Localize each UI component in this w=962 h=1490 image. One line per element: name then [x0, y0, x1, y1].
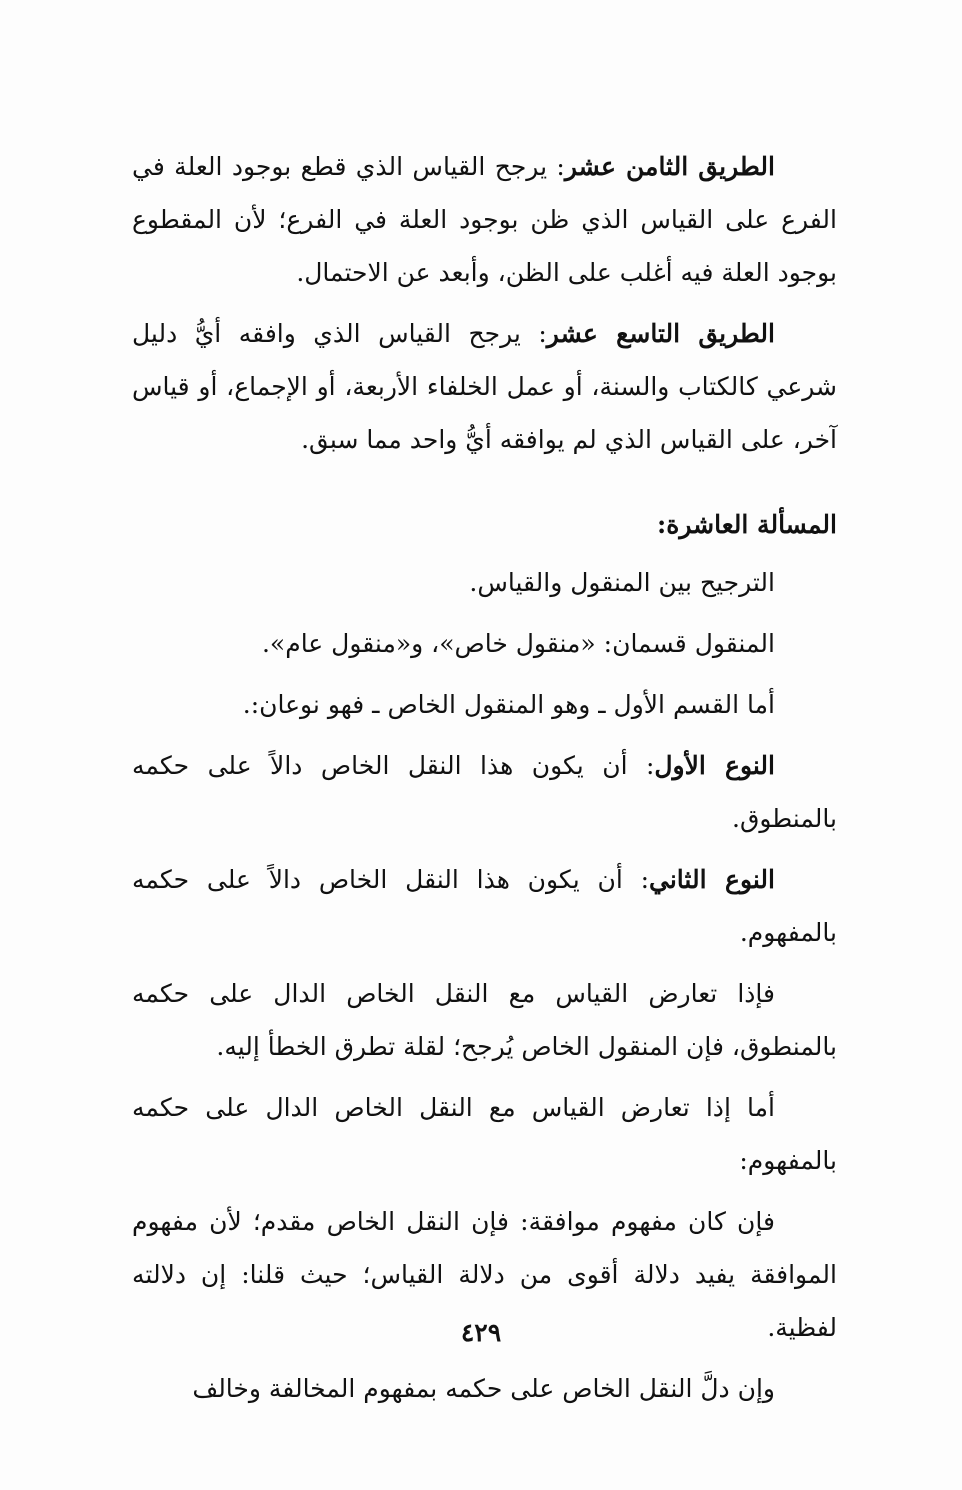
type-1-title: النوع الأول [654, 751, 775, 780]
paragraph-first-type [132, 739, 837, 845]
method-18-title: الطريق الثامن عشر [564, 152, 775, 181]
type-2-text: : أن يكون هذا النقل الخاص دالاً على حكمه بالمفهوم. [132, 865, 837, 947]
type-1-text: : أن يكون هذا النقل الخاص دالاً على حكمه بالمنطوق. [132, 751, 837, 833]
body-line-3: أما القسم الأول ـ وهو المنقول الخاص ـ فهو نوعان:. [242, 690, 775, 719]
body-line-2: المنقول قسمان: «منقول خاص»، و«منقول عام». [261, 629, 775, 658]
tail-paragraph-1: فإذا تعارض القياس مع النقل الخاص الدال على حكمه بالمنطوق، فإن المنقول الخاص يُرجح؛ لقلة تطرق الخطأ إليه. [132, 979, 837, 1061]
tail-paragraph-3: فإن كان مفهوم موافقة: فإن النقل الخاص مقدم؛ لأن مفهوم الموافقة يفيد دلالة أقوى من دلالة القياس؛ حيث قلنا: إن دلالته لفظية. [132, 1207, 837, 1342]
paragraph-second-type [132, 853, 837, 959]
page-text [132, 140, 837, 1423]
body-line-1: الترجيح بين المنقول والقياس. [469, 568, 775, 597]
type-2-title: النوع الثاني [649, 865, 775, 894]
method-19-text: : يرجح القياس الذي وافقه أيُّ دليل شرعي كالكتاب والسنة، أو عمل الخلفاء الأربعة، أو الإجماع، أو قياس آخر، على القياس الذي لم يوافقه أيُّ واحد مما سبق. [132, 319, 837, 454]
method-19-title: الطريق التاسع عشر [546, 319, 775, 348]
method-18-text: : يرجح القياس الذي قطع بوجود العلة في الفرع على القياس الذي ظن بوجود العلة في الفرع؛ لأن المقطوع بوجود العلة فيه أغلب على الظن، وأبعد عن الاحتمال. [132, 152, 837, 287]
tail-paragraph-4: وإن دلَّ النقل الخاص على حكمه بمفهوم المخالفة وخالف [192, 1374, 775, 1403]
paragraph-eighteenth-method [132, 140, 837, 299]
tail-paragraph-2: أما إذا تعارض القياس مع النقل الخاص الدال على حكمه بالمفهوم: [132, 1093, 837, 1175]
paragraph-nineteenth-method [132, 307, 837, 466]
page-number: ٤٢٩ [460, 1318, 502, 1347]
section-heading: المسألة العاشرة: [657, 510, 837, 539]
